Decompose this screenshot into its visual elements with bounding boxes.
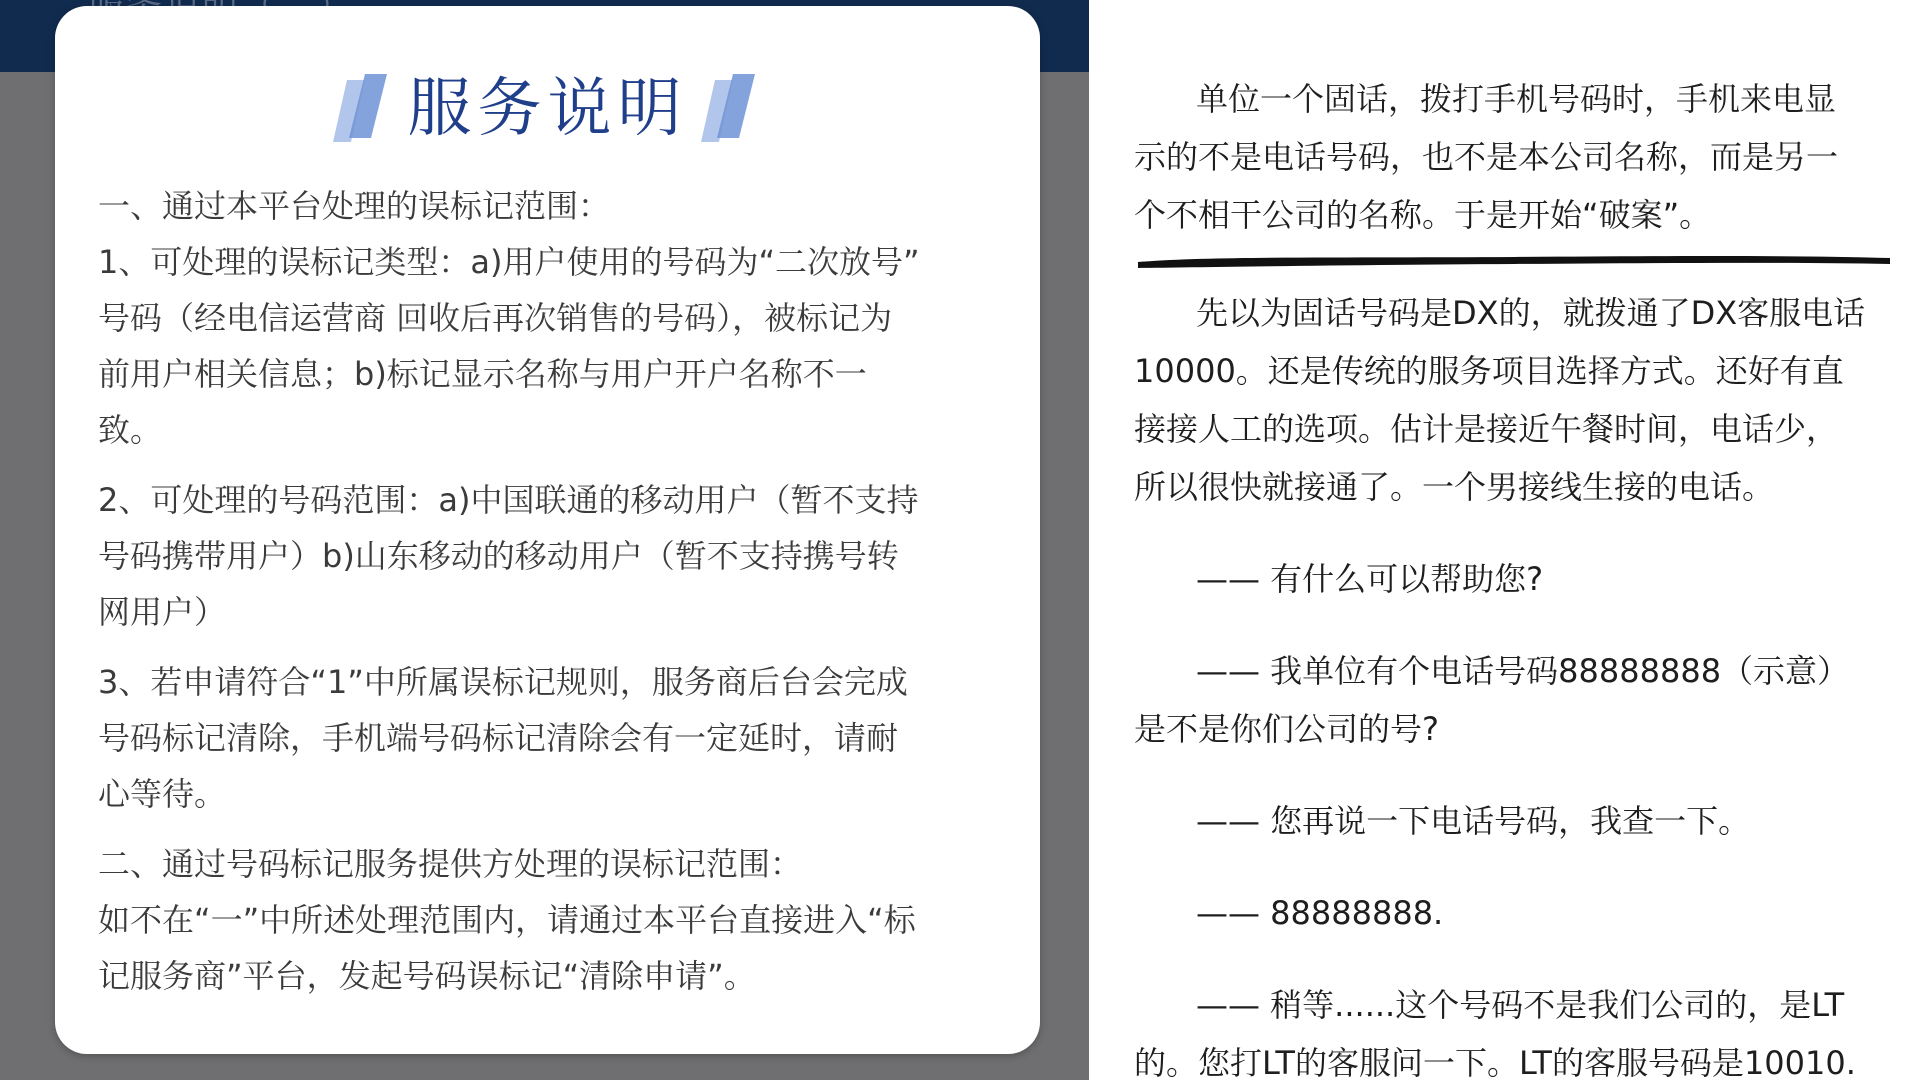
paragraph-line: 示的不是电话号码，也不是本公司名称，而是另一 [1134, 138, 1839, 176]
dialogue-line: —— 88888888. [1196, 894, 1444, 932]
paragraph-line: 先以为固话号码是DX的，就拨通了DX客服电话 [1196, 294, 1866, 332]
section-heading-1: 一、通过本平台处理的误标记范围： [98, 187, 611, 225]
rule-3-line: 号码标记清除，手机端号码标记清除会有一定延时，请耐 [98, 719, 899, 757]
paragraph-line: 10000。还是传统的服务项目选择方式。还好有直 [1134, 352, 1844, 390]
paragraph-line: 所以很快就接通了。一个男接线生接的电话。 [1134, 468, 1775, 506]
paragraph-line: 个不相干公司的名称。于是开始“破案”。 [1134, 196, 1712, 234]
article-text [1134, 70, 1914, 1092]
dialogue-line: —— 有什么可以帮助您? [1196, 560, 1544, 598]
article-panel [1089, 0, 1920, 1080]
paragraph-line: 单位一个固话，拨打手机号码时，手机来电显 [1196, 80, 1837, 118]
paragraph-line: 接接人工的选项。估计是接近午餐时间，电话少， [1134, 410, 1839, 448]
rule-1-line: 致。 [98, 411, 163, 449]
rule-2-line: 号码携带用户）b)山东移动的移动用户（暂不支持携号转 [98, 537, 899, 575]
dialogue-line: 的。您打LT的客服问一下。LT的客服号码是10010. [1134, 1044, 1856, 1082]
rule-3-line: 3、若申请符合“1”中所属误标记规则，服务商后台会完成 [98, 663, 908, 701]
rule-1-line: 号码（经电信运营商 回收后再次销售的号码），被标记为 [98, 299, 893, 337]
section-heading-2: 二、通过号码标记服务提供方处理的误标记范围： [98, 845, 803, 883]
hand-drawn-underline [1134, 248, 1894, 272]
rule-3-line: 心等待。 [98, 775, 227, 813]
modal-body [98, 178, 1018, 1004]
dialogue-line: —— 您再说一下电话号码，我查一下。 [1196, 802, 1751, 840]
decorative-stripes-icon [693, 70, 773, 150]
rule-2-line: 2、可处理的号码范围：a)中国联通的移动用户（暂不支持 [98, 481, 919, 519]
modal-title: 服务说明 [407, 72, 688, 146]
section-2-line: 如不在“一”中所述处理范围内，请通过本平台直接进入“标 [98, 901, 916, 939]
modal-title-row [55, 64, 1040, 154]
dialogue-line: 是不是你们公司的号? [1134, 710, 1439, 748]
rule-1-line: 1、可处理的误标记类型：a)用户使用的号码为“二次放号” [98, 243, 920, 281]
section-2-line: 记服务商”平台，发起号码误标记“清除申请”。 [98, 957, 756, 995]
rule-2-line: 网用户） [98, 593, 227, 631]
dialogue-line: —— 我单位有个电话号码88888888（示意） [1196, 652, 1850, 690]
rule-1-line: 前用户相关信息；b)标记显示名称与用户开户名称不一 [98, 355, 867, 393]
dialogue-line: —— 稍等......这个号码不是我们公司的，是LT [1196, 986, 1845, 1024]
service-description-modal [55, 6, 1040, 1054]
